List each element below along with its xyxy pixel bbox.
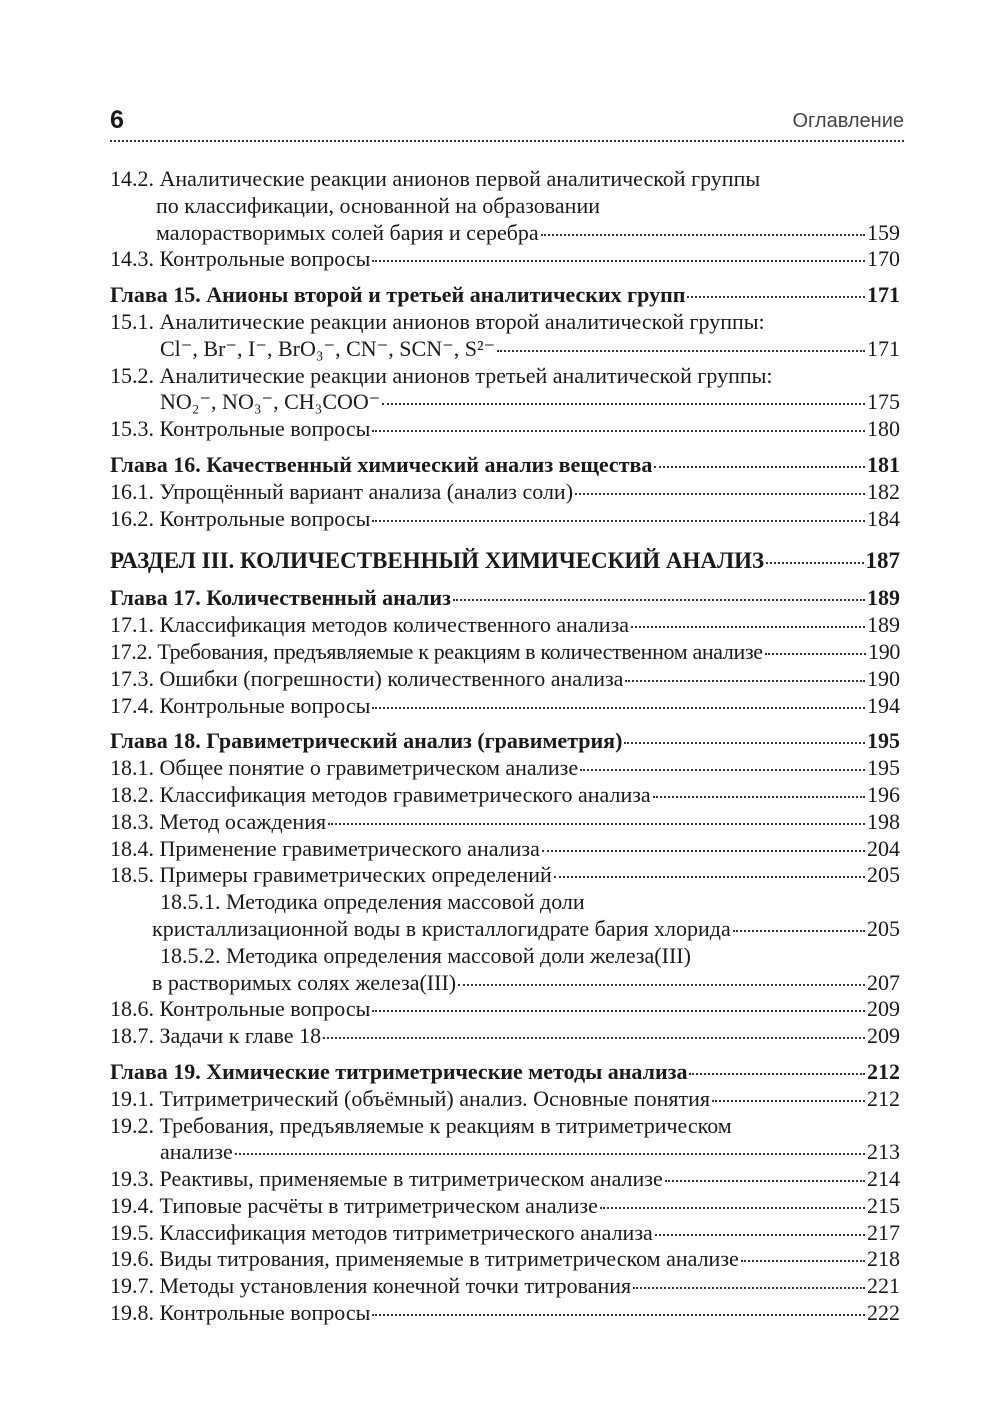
toc-entry-14-2-line1: 14.2. Аналитические реакции анионов первой аналитической группы xyxy=(110,166,761,191)
dot-leader xyxy=(631,626,865,628)
toc-entry-title: 16.1. Упрощённый вариант анализа (анализ соли) xyxy=(110,478,574,504)
dot-leader xyxy=(580,769,865,771)
dot-leader xyxy=(624,742,865,744)
toc-entry-17-4[interactable] xyxy=(110,693,900,720)
toc-entry-title: 17.3. Ошибки (погрешности) количественного анализа xyxy=(110,665,624,691)
toc-page-number: 207 xyxy=(867,969,900,995)
toc-entry-title: 16.2. Контрольные вопросы xyxy=(110,505,371,531)
toc-entry-title: малорастворимых солей бария и серебра xyxy=(156,219,539,245)
dot-leader xyxy=(328,823,865,825)
toc-page-number: 213 xyxy=(867,1139,900,1165)
toc-entry-18-6[interactable] xyxy=(110,996,900,1023)
toc-page-number: 195 xyxy=(867,728,900,754)
toc-page-number: 181 xyxy=(867,451,900,477)
toc-entry-18-5-1[interactable] xyxy=(110,916,900,943)
toc-page-number: 212 xyxy=(867,1085,900,1111)
dot-leader xyxy=(497,350,865,352)
toc-entry-15-3[interactable] xyxy=(110,416,900,443)
toc-entry-title: 19.3. Реактивы, применяемые в титриметрическом анализе xyxy=(110,1166,663,1192)
toc-page-number: 184 xyxy=(867,505,900,531)
dot-leader xyxy=(542,850,865,852)
toc-page-number: 171 xyxy=(867,335,900,361)
toc-entry-14-2[interactable] xyxy=(110,220,900,247)
dot-leader xyxy=(323,1037,865,1039)
toc-entry-15-1-line1: 15.1. Аналитические реакции анионов второй аналитической группы: xyxy=(110,308,765,334)
toc-entry-15-2[interactable] xyxy=(110,389,900,416)
dot-leader xyxy=(372,430,865,432)
toc-entry-title: 19.6. Виды титрования, применяемые в титриметрическом анализе xyxy=(110,1246,739,1272)
dot-leader xyxy=(372,1314,865,1316)
toc-entry-19-2-line1: 19.2. Требования, предъявляемые к реакциям в титриметрическом xyxy=(110,1112,732,1138)
toc-entry-title: 15.3. Контрольные вопросы xyxy=(110,416,371,442)
dot-leader xyxy=(741,1260,865,1262)
dot-leader xyxy=(600,1207,865,1209)
toc-entry-18-1[interactable] xyxy=(110,755,900,782)
dot-leader xyxy=(633,1287,865,1289)
page-number: 6 xyxy=(110,106,124,134)
dot-leader xyxy=(372,260,865,262)
toc-entry-title: 19.5. Классификация методов титриметрического анализа xyxy=(110,1219,653,1245)
dot-leader xyxy=(655,1234,865,1236)
dot-leader xyxy=(653,796,865,798)
toc-entry-19-8[interactable] xyxy=(110,1300,900,1327)
toc-entry-title: 19.8. Контрольные вопросы xyxy=(110,1300,371,1326)
toc-page-number: 205 xyxy=(867,862,900,888)
toc-entry-title: 18.5. Примеры гравиметрических определений xyxy=(110,862,552,888)
dot-leader xyxy=(712,1100,865,1102)
dot-leader xyxy=(654,466,865,468)
toc-entry-18-5-2-line1: 18.5.2. Методика определения массовой доли железа(III) xyxy=(160,942,691,968)
toc-page-number: 189 xyxy=(867,585,900,611)
dot-leader xyxy=(541,234,865,236)
dot-leader xyxy=(453,599,865,601)
toc-entry-title: 18.4. Применение гравиметрического анализа xyxy=(110,835,540,861)
toc-entry-19-6[interactable] xyxy=(110,1246,900,1273)
toc-page-number: 187 xyxy=(865,548,900,574)
toc-entry-17-2[interactable] xyxy=(110,639,900,666)
toc-entry-title: 18.1. Общее понятие о гравиметрическом анализе xyxy=(110,755,579,781)
page-header xyxy=(110,104,904,142)
dot-leader xyxy=(458,984,865,986)
toc-entry-14-2-line2: по классификации, основанной на образовании xyxy=(156,192,600,218)
toc-entry-16-1[interactable] xyxy=(110,479,900,506)
toc-entry-title: 19.7. Методы установления конечной точки титрования xyxy=(110,1273,632,1299)
dot-leader xyxy=(575,493,865,495)
toc-page-number: 221 xyxy=(867,1273,900,1299)
toc-entry-17-3[interactable] xyxy=(110,666,900,693)
toc-entry-18-7[interactable] xyxy=(110,1023,900,1050)
toc-entry-14-3[interactable] xyxy=(110,246,900,273)
toc-entry-title: 17.2. Требования, предъявляемые к реакциям в количественном анализе xyxy=(110,638,763,664)
dot-leader xyxy=(733,930,865,932)
chapter-title: Глава 17. Количественный анализ xyxy=(110,585,451,611)
toc-page-number: 182 xyxy=(867,478,900,504)
toc-page-number: 194 xyxy=(867,692,900,718)
dot-leader xyxy=(687,296,865,298)
toc-page-number: 195 xyxy=(867,755,900,781)
toc-chapter-19[interactable] xyxy=(110,1059,900,1086)
toc-entry-19-7[interactable] xyxy=(110,1273,900,1300)
dot-leader xyxy=(689,1073,865,1075)
chapter-title: Глава 19. Химические титриметрические методы анализа xyxy=(110,1058,688,1084)
toc-entry-19-4[interactable] xyxy=(110,1193,900,1220)
toc-entry-formula: NO₂⁻, NO₃⁻, CH₃COO⁻ xyxy=(160,389,381,415)
toc-entry-title: кристаллизационной воды в кристаллогидрате бария хлорида xyxy=(152,915,731,941)
toc-chapter-15[interactable] xyxy=(110,282,900,309)
toc-entry-19-1[interactable] xyxy=(110,1086,900,1113)
table-of-contents xyxy=(110,166,900,1327)
toc-page-number: 190 xyxy=(867,665,900,691)
toc-entry-title: 18.7. Задачи к главе 18 xyxy=(110,1023,322,1049)
toc-entry-18-3[interactable] xyxy=(110,809,900,836)
toc-entry-title: 14.3. Контрольные вопросы xyxy=(110,246,371,272)
toc-page-number: 215 xyxy=(867,1192,900,1218)
toc-page-number: 190 xyxy=(868,638,900,664)
toc-entry-19-5[interactable] xyxy=(110,1220,900,1247)
dot-leader xyxy=(765,653,866,655)
toc-entry-title: 18.6. Контрольные вопросы xyxy=(110,996,371,1022)
toc-entry-19-2[interactable] xyxy=(110,1139,900,1166)
toc-entry-17-1[interactable] xyxy=(110,612,900,639)
toc-entry-19-3[interactable] xyxy=(110,1166,900,1193)
dot-leader xyxy=(625,680,865,682)
chapter-title: Глава 15. Анионы второй и третьей аналитических групп xyxy=(110,282,686,308)
part-title: РАЗДЕЛ III. КОЛИЧЕСТВЕННЫЙ ХИМИЧЕСКИЙ АНАЛИЗ xyxy=(110,548,765,574)
toc-entry-title: 18.3. Метод осаждения xyxy=(110,808,327,834)
chapter-title: Глава 16. Качественный химический анализ вещества xyxy=(110,451,653,477)
toc-part-3[interactable] xyxy=(110,546,900,576)
toc-entry-title: 19.1. Титриметрический (объёмный) анализ. Основные понятия xyxy=(110,1085,710,1111)
toc-page-number: 209 xyxy=(867,1023,900,1049)
toc-page-number: 218 xyxy=(867,1246,900,1272)
toc-entry-18-4[interactable] xyxy=(110,836,900,863)
toc-entry-title: 19.4. Типовые расчёты в титриметрическом анализе xyxy=(110,1192,598,1218)
toc-entry-formula: Cl⁻, Br⁻, I⁻, BrO₃⁻, CN⁻, SCN⁻, S²⁻ xyxy=(160,335,496,361)
toc-page-number: 217 xyxy=(867,1219,900,1245)
toc-page-number: 196 xyxy=(867,781,900,807)
toc-page-number: 180 xyxy=(867,416,900,442)
toc-page-number: 170 xyxy=(867,246,900,272)
toc-entry-15-2-line1: 15.2. Аналитические реакции анионов третьей аналитической группы: xyxy=(110,362,773,388)
toc-entry-title: 17.1. Классификация методов количественного анализа xyxy=(110,612,630,638)
dot-leader xyxy=(372,1010,865,1012)
toc-page-number: 204 xyxy=(867,835,900,861)
toc-page-number: 198 xyxy=(867,808,900,834)
toc-chapter-16[interactable] xyxy=(110,452,900,479)
toc-page-number: 222 xyxy=(867,1300,900,1326)
toc-entry-15-1[interactable] xyxy=(110,336,900,363)
toc-entry-18-5-2[interactable] xyxy=(110,970,900,997)
toc-entry-16-2[interactable] xyxy=(110,506,900,533)
toc-entry-title: 18.2. Классификация методов гравиметрического анализа xyxy=(110,781,651,807)
toc-page-number: 175 xyxy=(867,389,900,415)
dot-leader xyxy=(554,876,865,878)
toc-entry-title: 17.4. Контрольные вопросы xyxy=(110,692,371,718)
toc-page-number: 212 xyxy=(867,1058,900,1084)
toc-entry-18-5[interactable] xyxy=(110,862,900,889)
toc-entry-18-2[interactable] xyxy=(110,782,900,809)
toc-page-number: 205 xyxy=(867,915,900,941)
toc-page-number: 171 xyxy=(867,282,900,308)
dot-leader xyxy=(235,1153,865,1155)
running-title: Оглавление xyxy=(792,110,904,132)
toc-page-number: 214 xyxy=(867,1166,900,1192)
toc-page-number: 189 xyxy=(867,612,900,638)
toc-chapter-18[interactable] xyxy=(110,728,900,755)
dot-leader xyxy=(382,403,865,405)
dot-leader xyxy=(665,1180,865,1182)
dot-leader xyxy=(372,707,865,709)
dot-leader xyxy=(372,520,865,522)
toc-entry-title: в растворимых солях железа(III) xyxy=(152,969,457,995)
toc-page-number: 159 xyxy=(867,219,900,245)
toc-page-number: 209 xyxy=(867,996,900,1022)
dot-leader xyxy=(766,562,863,564)
toc-entry-title: анализе xyxy=(160,1139,233,1165)
toc-chapter-17[interactable] xyxy=(110,585,900,612)
toc-entry-18-5-1-line1: 18.5.1. Методика определения массовой доли xyxy=(160,889,585,915)
chapter-title: Глава 18. Гравиметрический анализ (гравиметрия) xyxy=(110,728,623,754)
